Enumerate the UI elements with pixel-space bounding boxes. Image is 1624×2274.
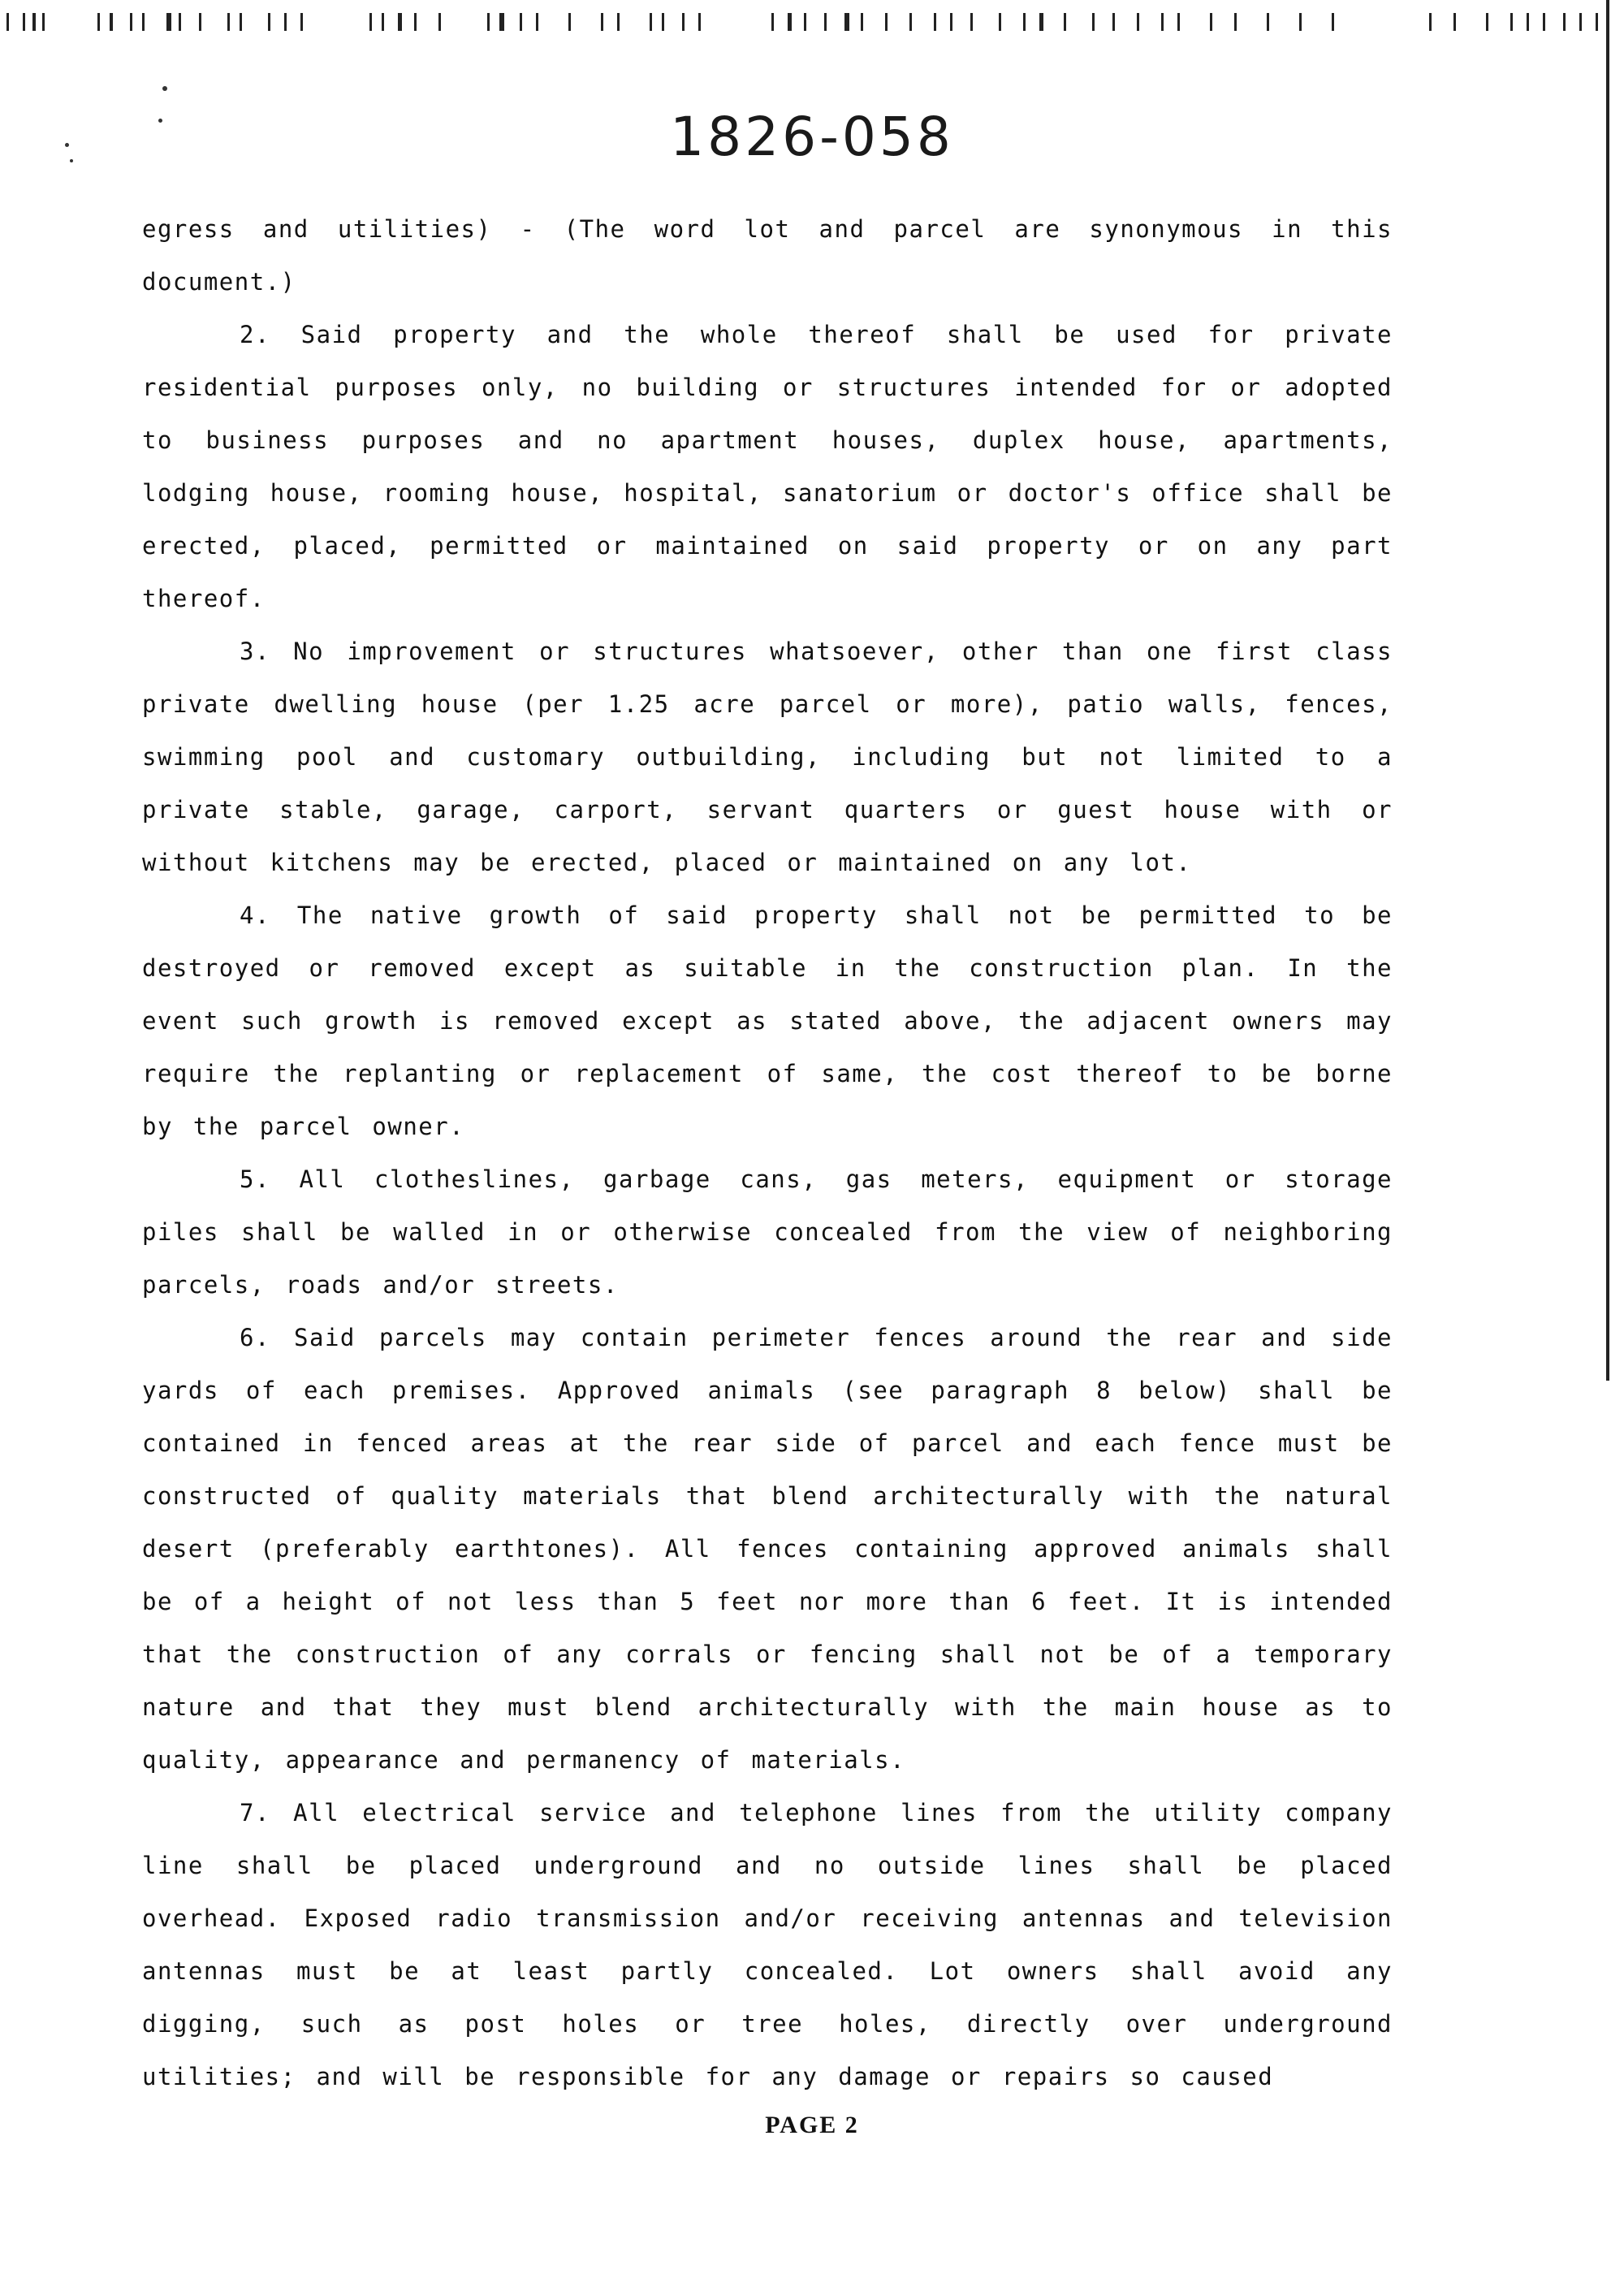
scan-barcode-strip xyxy=(0,11,1624,34)
paragraph-2: 2. Said property and the whole thereof shall be used for private residential purposes only, no building or structures intended for or adopted to business purposes and no apartment houses, duplex house, apartments, lodging house, rooming house, hospital, sanatorium or doctor's office shall be erected, placed, permitted or maintained on said property or on any part thereof. xyxy=(142,321,1393,612)
paragraph-continuation: egress and utilities) - (The word lot and parcel are synonymous in this document.) xyxy=(142,215,1393,296)
page-number: PAGE 2 xyxy=(765,2112,859,2138)
document-body xyxy=(142,203,1393,2103)
paragraph-7: 7. All electrical service and telephone lines from the utility company line shall be placed underground and no outside lines shall be placed overhead. Exposed radio transmission and/or receiving antennas and television antennas must be at least partly concealed. Lot owners shall avoid any digging, such as post holes or tree holes, directly over underground utilities; and will be responsible for any damage or repairs so caused xyxy=(142,1799,1393,2090)
paragraph-3: 3. No improvement or structures whatsoever, other than one first class private dwelling house (per 1.25 acre parcel or more), patio walls, fences, swimming pool and customary outbuilding, including but not limited to a private stable, garage, carport, servant quarters or guest house with or without kitchens may be erected, placed or maintained on any lot. xyxy=(142,638,1393,876)
paragraph-4: 4. The native growth of said property shall not be permitted to be destroyed or removed except as suitable in the construction plan. In the event such growth is removed except as stated above, the adjacent owners may require the replanting or replacement of same, the cost thereof to be borne by the parcel owner. xyxy=(142,901,1393,1140)
paragraph-6: 6. Said parcels may contain perimeter fences around the rear and side yards of each premises. Approved animals (see paragraph 8 below) shall be contained in fenced areas at the rear side of parcel and each fence must be constructed of quality materials that blend architecturally with the natural desert (preferably earthtones). All fences containing approved animals shall be of a height of not less than 5 feet nor more than 6 feet. It is intended that the construction of any corrals or fencing shall not be of a temporary nature and that they must blend architecturally with the main house as to quality, appearance and permanency of materials. xyxy=(142,1324,1393,1774)
document-number: 1826-058 xyxy=(670,106,954,168)
scan-speck xyxy=(162,86,167,91)
paragraph-5: 5. All clotheslines, garbage cans, gas meters, equipment or storage piles shall be walled in or otherwise concealed from the view of neighboring parcels, roads and/or streets. xyxy=(142,1165,1393,1299)
scan-right-edge-border xyxy=(1606,0,1624,1381)
